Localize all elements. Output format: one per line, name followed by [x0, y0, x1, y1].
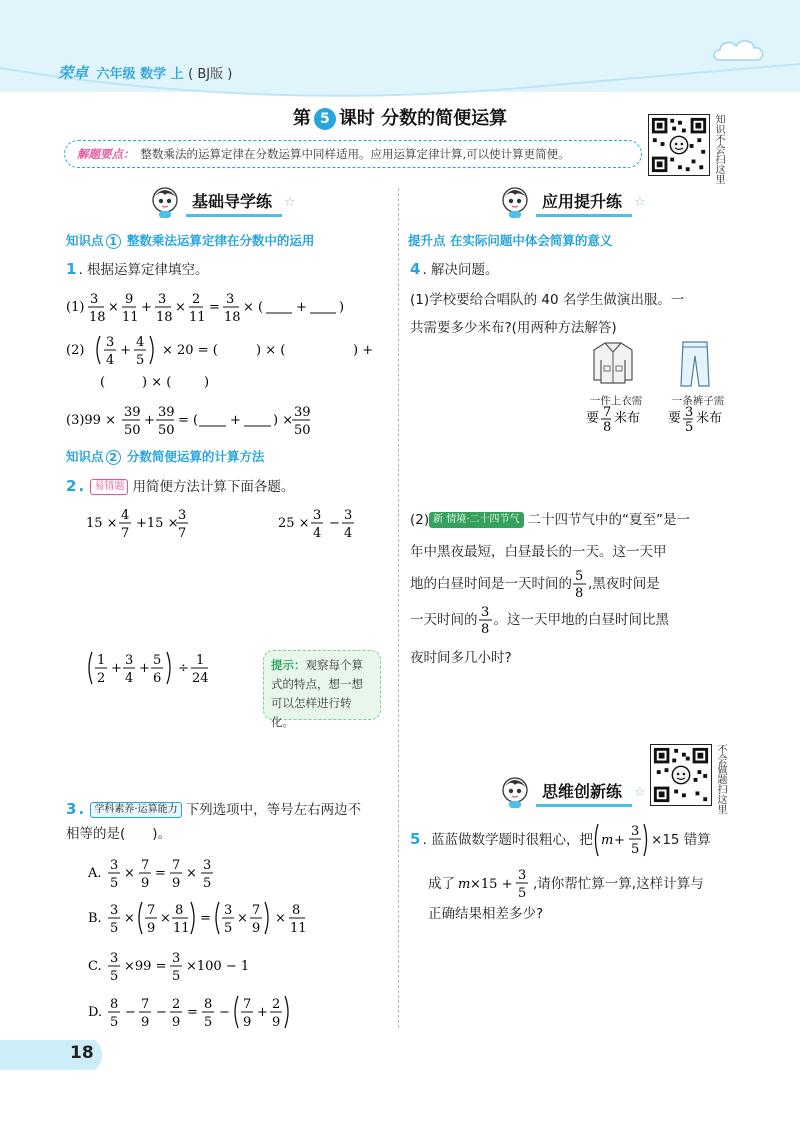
svg-text:8: 8 [480, 622, 489, 636]
q3-option-a[interactable] [88, 855, 228, 895]
lesson-title [250, 104, 550, 130]
kp1-text: 整数乘法运算定律在分数中的运用 [126, 233, 315, 248]
q3-option-b[interactable] [88, 900, 318, 940]
svg-text:×15 +: ×15 + [470, 877, 513, 892]
svg-text:B.: B. [88, 911, 102, 926]
svg-text:5: 5 [136, 353, 145, 368]
svg-text:3: 3 [313, 508, 322, 523]
q1-text: . 根据运算定律填空。 [78, 262, 209, 278]
edition-text: ( BJ版 ) [188, 67, 233, 82]
brand-logo: 荣卓 [58, 64, 89, 82]
knowledge-point-2 [66, 447, 264, 465]
hint-text: 观察每个算式的特点，想一想可以怎样进行转化。 [271, 658, 363, 729]
svg-text:9: 9 [172, 876, 181, 891]
svg-text:×99 =: ×99 = [124, 959, 167, 974]
section-basic [148, 186, 296, 218]
qr-bottom-caption: 不会做题扫这里 [715, 744, 726, 814]
pants-icon [678, 340, 712, 388]
svg-text:2: 2 [192, 292, 201, 307]
svg-text:×: × [237, 911, 248, 926]
question-4-part2: (2) 新 情境·二十四节气 二十四节气中的“夏至”是一 年中黑夜最短，白昼最长的一天。这一天甲 [410, 512, 690, 560]
svg-text:=: = [155, 866, 166, 881]
jacket-caption-fraction [586, 406, 646, 436]
svg-text:11: 11 [189, 310, 206, 325]
q4-2-line5: 夜时间多几小时? [410, 650, 512, 666]
fraction-five-eighths [572, 568, 588, 600]
svg-text:4: 4 [121, 508, 130, 523]
svg-text:9: 9 [141, 1015, 150, 1030]
q2-expr-a [86, 505, 206, 545]
svg-text:2: 2 [97, 671, 106, 686]
svg-text:3: 3 [90, 292, 99, 307]
svg-text:18: 18 [89, 310, 106, 325]
svg-text:11: 11 [122, 310, 139, 325]
lesson-prefix: 第 [292, 108, 311, 129]
svg-text:39: 39 [294, 405, 311, 420]
q5-line3: 正确结果相差多少? [428, 906, 544, 922]
svg-text:) × (: ) × ( [256, 343, 286, 358]
svg-text:m: m [458, 877, 471, 892]
svg-text:+: + [139, 661, 150, 676]
svg-text:50: 50 [124, 423, 141, 438]
svg-text:4: 4 [136, 335, 145, 350]
svg-text:×: × [124, 866, 135, 881]
question-4-part2-line4 [410, 604, 669, 636]
section-title-basic: 基础导学练 [186, 187, 282, 217]
svg-text:): ) [339, 300, 345, 315]
tag-new-scene [429, 512, 523, 528]
svg-text:+: + [614, 833, 625, 848]
svg-text:7: 7 [172, 858, 181, 873]
mascot-icon [148, 185, 182, 219]
tag-error-prone: 易错题 [90, 479, 128, 495]
qr-top-caption: 知识不会扫这里 [713, 114, 724, 184]
q4-2-line3a: 地的白昼时间是一天时间的 [410, 576, 572, 592]
star-icon: ☆ [634, 784, 646, 800]
q1-part2-expression [66, 332, 376, 392]
question-5 [410, 822, 711, 858]
svg-text:): ) [204, 375, 210, 390]
q2-expr-c [86, 650, 216, 690]
svg-text:7: 7 [121, 526, 130, 541]
q1-part3-expression [66, 400, 366, 442]
tag-new-prefix: 新 [433, 514, 444, 525]
svg-text:×100 − 1: ×100 − 1 [186, 959, 250, 974]
svg-text:1: 1 [196, 653, 205, 668]
svg-text:+: + [120, 343, 131, 358]
q2-number: 2 [66, 477, 77, 495]
svg-text:3: 3 [110, 858, 119, 873]
svg-text:3: 3 [158, 292, 167, 307]
q4-2-line3b: ,黑夜时间是 [588, 576, 660, 592]
svg-text:9: 9 [141, 876, 150, 891]
svg-text:5: 5 [631, 842, 640, 857]
svg-text:9: 9 [125, 292, 134, 307]
kp-right-prefix: 提升点 [408, 233, 446, 248]
svg-text:3: 3 [480, 605, 489, 620]
svg-text:9: 9 [272, 1015, 281, 1030]
svg-text:(3)99 ×: (3)99 × [66, 413, 116, 428]
lesson-number: 5 [314, 108, 336, 130]
svg-text:4: 4 [344, 526, 353, 541]
q4-text: . 解决问题。 [422, 262, 499, 278]
q5-text-b: ×15 错算 [651, 832, 711, 848]
svg-text:6: 6 [153, 671, 162, 686]
svg-text:= (: = ( [178, 413, 199, 428]
jacket-caption-prefix: 要 [586, 411, 600, 426]
q4-2-line4b: 。这一天甲地的白昼时间比黑 [493, 612, 669, 628]
section-title-thinking: 思维创新练 [536, 777, 632, 807]
question-3: 3 . 学科素养·运算能力 下列选项中，等号左右两边不 相等的是( )。 [66, 800, 362, 842]
question-5-line2 [428, 866, 704, 902]
svg-text:3: 3 [344, 508, 353, 523]
svg-text:24: 24 [192, 671, 209, 686]
svg-text:7: 7 [252, 903, 261, 918]
star-icon: ☆ [284, 194, 296, 210]
svg-text:5: 5 [110, 876, 119, 891]
q2-text: 用简便方法计算下面各题。 [132, 479, 295, 495]
svg-text:+: + [257, 1005, 268, 1020]
svg-text:+: + [111, 661, 122, 676]
svg-text:(1): (1) [66, 300, 85, 315]
tag-scene-text: 情境·二十四节气 [446, 514, 520, 525]
q4-number: 4 [410, 260, 421, 278]
q5-line2a: 成了 [428, 876, 455, 892]
svg-text:+: + [141, 300, 152, 315]
svg-text:÷: ÷ [178, 661, 189, 676]
series-text: 六年级 数学 上 [96, 67, 184, 82]
kp2-prefix: 知识点 [66, 449, 104, 464]
svg-text:×: × [186, 866, 197, 881]
star-icon: ☆ [634, 194, 646, 210]
question-4-part1 [410, 286, 740, 342]
svg-text:+15 ×: +15 × [136, 516, 179, 531]
svg-text:39: 39 [124, 405, 141, 420]
cloud-icon [710, 36, 770, 64]
svg-text:18: 18 [224, 310, 241, 325]
svg-text:7: 7 [147, 903, 156, 918]
svg-text:3: 3 [224, 903, 233, 918]
kp2-number: 2 [106, 450, 121, 465]
column-divider [398, 188, 399, 1028]
svg-text:D.: D. [88, 1005, 103, 1020]
pants-caption-suffix: 米布 [696, 411, 723, 426]
q3-option-c[interactable] [88, 948, 258, 988]
jacket-icon [590, 340, 636, 386]
svg-text:−: − [156, 1005, 167, 1020]
svg-text:5: 5 [110, 921, 119, 936]
svg-text:25 ×: 25 × [278, 516, 310, 531]
svg-text:39: 39 [158, 405, 175, 420]
qr-code-top[interactable] [648, 114, 710, 176]
tag-literacy: 学科素养·运算能力 [90, 802, 181, 818]
svg-text:9: 9 [172, 1015, 181, 1030]
svg-text:50: 50 [294, 423, 311, 438]
svg-text:5: 5 [172, 969, 181, 984]
svg-text:=: = [200, 911, 211, 926]
svg-text:5: 5 [575, 569, 584, 584]
q2-expr-b [278, 505, 378, 545]
svg-text:× (: × ( [243, 300, 264, 315]
kp1-prefix: 知识点 [66, 233, 104, 248]
svg-text:15 ×: 15 × [86, 516, 118, 531]
svg-text:−: − [125, 1005, 136, 1020]
svg-text:) × (: ) × ( [142, 375, 172, 390]
knowledge-point-1 [66, 231, 314, 249]
question-5-line3 [428, 902, 543, 926]
svg-text:3: 3 [106, 335, 115, 350]
svg-text:=: = [187, 1005, 198, 1020]
svg-text:(: ( [100, 375, 106, 390]
q5-number: 5 [410, 830, 421, 848]
q3-text-line1: 下列选项中，等号左右两边不 [185, 802, 362, 818]
svg-text:8: 8 [110, 997, 119, 1012]
svg-text:3: 3 [178, 508, 187, 523]
svg-text:8: 8 [603, 420, 612, 435]
jacket-caption-line1: 一件上衣需 [589, 395, 643, 407]
svg-text:4: 4 [106, 353, 115, 368]
pants-caption-line1: 一条裤子需 [671, 395, 725, 407]
hint-box [263, 650, 381, 729]
svg-text:×: × [124, 911, 135, 926]
q4-1-line2: 共需要多少米布?(用两种方法解答) [410, 320, 617, 336]
question-4 [410, 257, 499, 282]
jacket-caption-suffix: 米布 [614, 411, 641, 426]
svg-text:3: 3 [110, 951, 119, 966]
svg-text:) ×: ) × [273, 413, 294, 428]
q5-text-a: . 蓝蓝做数学题时很粗心，把 [422, 832, 594, 848]
q4-2-line2: 年中黑夜最短，白昼最长的一天。这一天甲 [410, 544, 667, 560]
svg-text:−: − [329, 516, 340, 531]
q4-2-line4a: 一天时间的 [410, 612, 478, 628]
svg-text:5: 5 [110, 1015, 119, 1030]
section-title-apply: 应用提升练 [536, 187, 632, 217]
q1-number: 1 [66, 260, 77, 278]
svg-text:2: 2 [172, 997, 181, 1012]
svg-text:) +: ) + [353, 343, 374, 358]
svg-text:3: 3 [631, 824, 640, 839]
svg-text:3: 3 [685, 406, 694, 420]
svg-text:9: 9 [147, 921, 156, 936]
section-thinking [498, 776, 646, 808]
q4-1-line1: (1)学校要给合唱队的 40 名学生做演出服。一 [410, 292, 685, 308]
pants-caption-prefix: 要 [668, 411, 682, 426]
question-4-part2-line3 [410, 568, 660, 600]
svg-text:−: − [219, 1005, 230, 1020]
svg-text:18: 18 [156, 310, 173, 325]
svg-text:8: 8 [204, 997, 213, 1012]
svg-text:7: 7 [603, 406, 612, 420]
section-apply [498, 186, 646, 218]
svg-text:2: 2 [272, 997, 281, 1012]
svg-text:7: 7 [178, 526, 187, 541]
kp2-text: 分数简便运算的计算方法 [126, 449, 265, 464]
hint-label: 提示： [271, 658, 306, 672]
svg-text:11: 11 [290, 921, 307, 936]
svg-text:+: + [296, 300, 307, 315]
svg-text:×: × [275, 911, 286, 926]
q5-expression-wrong [455, 866, 533, 902]
mascot-icon [498, 775, 532, 809]
svg-text:5: 5 [224, 921, 233, 936]
svg-text:5: 5 [204, 1015, 213, 1030]
svg-text:5: 5 [203, 876, 212, 891]
svg-text:8: 8 [292, 903, 301, 918]
svg-text:(2): (2) [66, 343, 85, 358]
svg-text:9: 9 [243, 1015, 252, 1030]
svg-text:+: + [230, 413, 241, 428]
q1-part1-expression [66, 286, 366, 328]
question-1 [66, 257, 209, 282]
svg-text:8: 8 [575, 586, 584, 600]
q4-2-line1: 二十四节气中的“夏至”是一 [527, 512, 690, 528]
svg-text:×: × [108, 300, 119, 315]
svg-text:4: 4 [313, 526, 322, 541]
q5-expression-correct [593, 822, 651, 858]
svg-text:×: × [160, 911, 171, 926]
svg-text:3: 3 [172, 951, 181, 966]
q5-line2b: ,请你帮忙算一算,这样计算与 [533, 876, 704, 892]
svg-text:1: 1 [97, 653, 106, 668]
qr-code-bottom[interactable] [650, 744, 712, 806]
kp1-number: 1 [106, 234, 121, 249]
svg-text:11: 11 [173, 921, 190, 936]
svg-text:7: 7 [243, 997, 252, 1012]
svg-text:×: × [175, 300, 186, 315]
header-brand [58, 62, 232, 83]
question-2: 2 . 易错题 用简便方法计算下面各题。 [66, 477, 295, 495]
svg-text:A.: A. [88, 866, 102, 881]
page-number: 18 [70, 1043, 94, 1063]
tips-text: 整数乘法的运算定律在分数运算中同样适用。应用运算定律计算,可以使计算更简便。 [140, 147, 570, 161]
svg-text:9: 9 [252, 921, 261, 936]
improvement-point [408, 231, 612, 249]
tips-label: 解题要点： [77, 147, 135, 161]
fraction-three-eighths [478, 604, 494, 636]
svg-text:50: 50 [158, 423, 175, 438]
svg-text:3: 3 [110, 903, 119, 918]
svg-text:3: 3 [203, 858, 212, 873]
svg-text:4: 4 [125, 671, 134, 686]
pants-caption-fraction [668, 406, 728, 436]
svg-text:3: 3 [125, 653, 134, 668]
svg-text:m: m [601, 833, 614, 848]
question-4-part2-line5 [410, 646, 512, 670]
svg-text:7: 7 [141, 858, 150, 873]
q3-text-line2: 相等的是( )。 [66, 826, 172, 842]
kp-right-text: 在实际问题中体会简算的意义 [449, 233, 613, 248]
svg-text:8: 8 [175, 903, 184, 918]
svg-text:3: 3 [226, 292, 235, 307]
svg-text:C.: C. [88, 959, 102, 974]
q3-number: 3 [66, 800, 77, 818]
svg-text:7: 7 [141, 997, 150, 1012]
mascot-icon [498, 185, 532, 219]
tips-box [64, 140, 642, 168]
svg-text:3: 3 [518, 868, 527, 883]
svg-text:=: = [209, 300, 220, 315]
svg-text:× 20 = (: × 20 = ( [162, 343, 218, 358]
lesson-title-text: 课时 分数的简便运算 [338, 108, 508, 129]
q3-option-d[interactable] [88, 994, 298, 1034]
svg-text:5: 5 [518, 886, 527, 901]
svg-text:5: 5 [110, 969, 119, 984]
svg-text:+: + [144, 413, 155, 428]
svg-text:5: 5 [153, 653, 162, 668]
svg-text:5: 5 [685, 420, 694, 435]
